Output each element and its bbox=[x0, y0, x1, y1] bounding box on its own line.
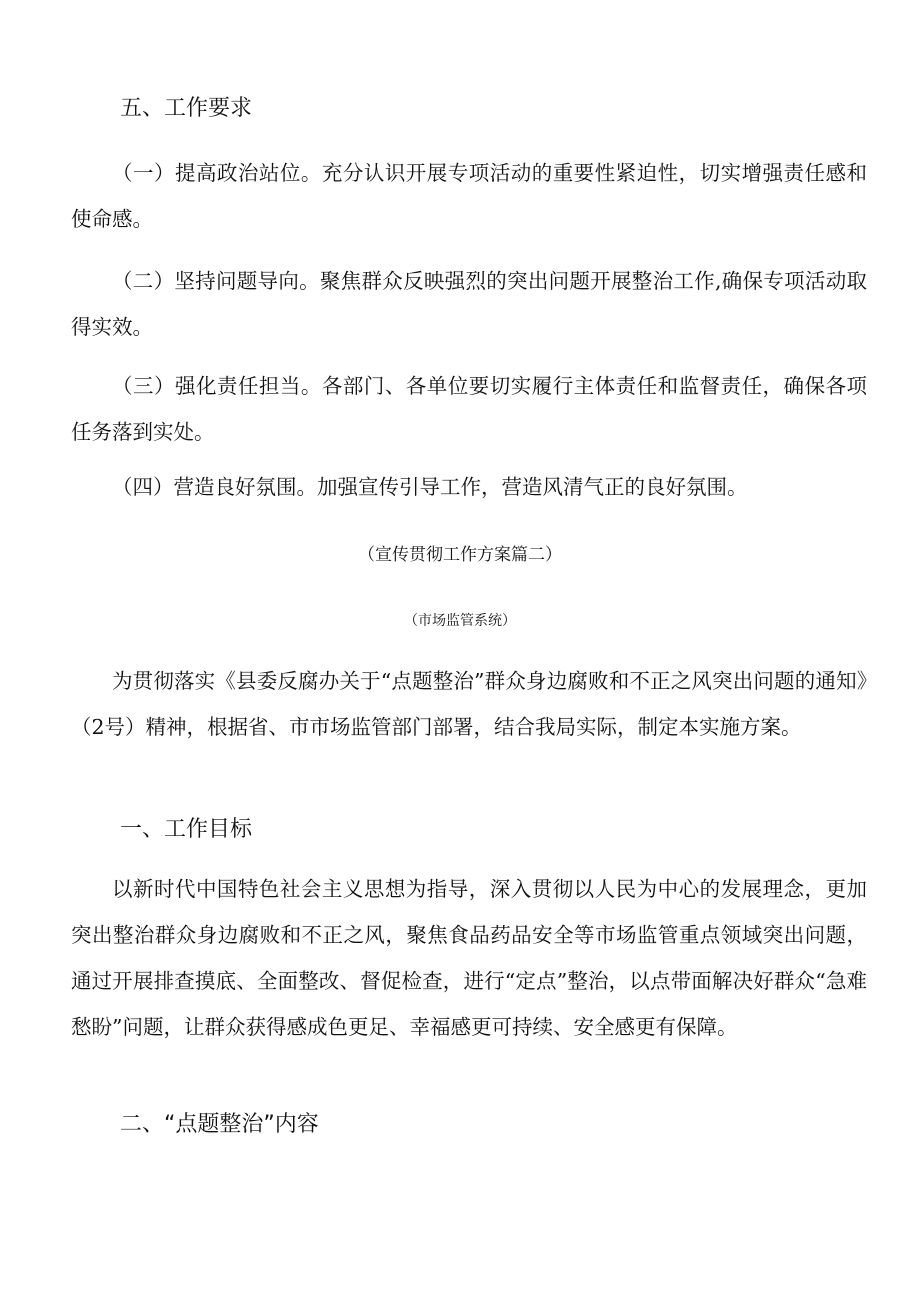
plan-subtitle: （市场监管系统） bbox=[404, 613, 516, 629]
plan-title: （宣传贯彻工作方案篇二） bbox=[358, 545, 562, 565]
plan-intro-paragraph: 为贯彻落实《县委反腐办关于“点题整治”群众身边腐败和不正之风突出问题的通知》（2号）精神，根据省、市市场监管部门部署，结合我局实际，制定本实施方案。 bbox=[71, 669, 867, 739]
section-heading-work-requirements: 五、工作要求 bbox=[120, 96, 253, 121]
requirement-item-4: （四）营造良好氛围。加强宣传引导工作，营造风清气正的良好氛围。 bbox=[112, 475, 748, 499]
work-goals-paragraph: 以新时代中国特色社会主义思想为指导，深入贯彻以人民为中心的发展理念，更加突出整治群众身边腐败和不正之风，聚焦食品药品安全等市场监管重点领域突出问题，通过开展排查摸底、全面整改、督促检查，进行“定点”整治，以点带面解决好群众“急难愁盼”问题，让群众获得感成色更足、幸福感更可持续、安全感更有保障。 bbox=[71, 877, 867, 1039]
requirement-item-3: （三）强化责任担当。各部门、各单位要切实履行主体责任和监督责任，确保各项任务落到实处。 bbox=[71, 374, 867, 444]
requirement-item-1: （一）提高政治站位。充分认识开展专项活动的重要性紧迫性，切实增强责任感和使命感。 bbox=[71, 161, 867, 231]
section-heading-rectification-content: 二、“点题整治”内容 bbox=[120, 1112, 319, 1137]
section-heading-work-goals: 一、工作目标 bbox=[120, 817, 253, 842]
requirement-item-2: （二）坚持问题导向。聚焦群众反映强烈的突出问题开展整治工作,确保专项活动取得实效。 bbox=[71, 269, 867, 339]
